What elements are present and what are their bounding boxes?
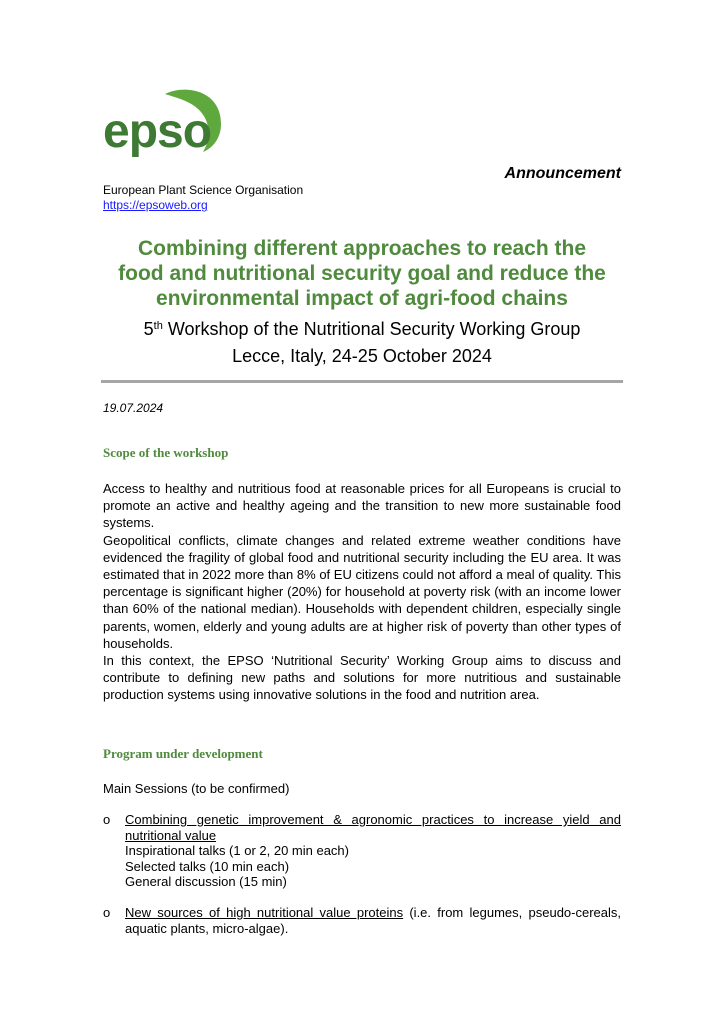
organisation-name: European Plant Science Organisation: [103, 183, 304, 197]
paragraph: In this context, the EPSO ‘Nutritional Security’ Working Group aims to discuss and contribute to defining new paths and solutions for more nutritious and sustainable production systems using innovative solutions in the food and nutrition area.: [103, 653, 621, 703]
bullet-icon: o: [103, 905, 111, 920]
program-intro: Main Sessions (to be confirmed): [103, 781, 290, 796]
session-title-suffix: (i.e. from legumes, pseudo-cereals, aquatic plants, micro-algae).: [125, 905, 621, 936]
session-detail: Inspirational talks (1 or 2, 20 min each): [125, 843, 349, 858]
divider: [101, 380, 623, 383]
session-detail: General discussion (15 min): [125, 874, 287, 889]
organisation-link[interactable]: https://epsoweb.org: [103, 198, 208, 212]
ordinal-suffix: th: [153, 320, 163, 332]
session-title: Combining genetic improvement & agronomic practices to increase yield and nutritional value: [125, 812, 621, 843]
epso-logo: [103, 86, 225, 166]
workshop-name: [90, 316, 634, 343]
bullet-icon: o: [103, 812, 111, 827]
document-title: [90, 236, 634, 311]
session-detail: Selected talks (10 min each): [125, 858, 290, 874]
document-date: 19.07.2024: [103, 401, 164, 415]
workshop-location: Lecce, Italy, 24-25 October 2024: [232, 346, 492, 366]
workshop-name-text: Workshop of the Nutritional Security Working Group: [162, 319, 581, 339]
list-item: [103, 905, 621, 936]
paragraph: Access to healthy and nutritious food at reasonable prices for all Europeans is crucial to promote an active and healthy ageing and the transition to new more sustainable food systems.: [103, 481, 621, 531]
session-title: New sources of high nutritional value proteins: [125, 905, 404, 920]
document-subtitle: [90, 316, 634, 370]
workshop-ordinal: 5: [143, 319, 154, 339]
announcement-label: Announcement: [504, 165, 621, 182]
title-line: environmental impact of agri-food chains: [156, 287, 568, 310]
scope-text: [103, 480, 621, 704]
logo-wordmark: epso: [103, 105, 212, 158]
paragraph: Geopolitical conflicts, climate changes and related extreme weather conditions have evidenced the fragility of global food and nutritional security including the EU area. It was estimated that in 2022 more than 8% of EU citizens could not afford a meal of quality. This percentage is significant higher (20%) for household at poverty risk (with an income lower than 60% of the national median). Households with dependent children, especially single parents, women, elderly and young adults are at higher risk of poverty than other types of households.: [103, 532, 621, 651]
section-heading-scope: Scope of the workshop: [103, 445, 229, 460]
list-item: [103, 812, 621, 890]
title-line: food and nutritional security goal and reduce the: [118, 262, 606, 285]
session-entry: [125, 905, 621, 936]
title-line: Combining different approaches to reach the: [137, 237, 587, 260]
section-heading-program: Program under development: [103, 746, 263, 761]
